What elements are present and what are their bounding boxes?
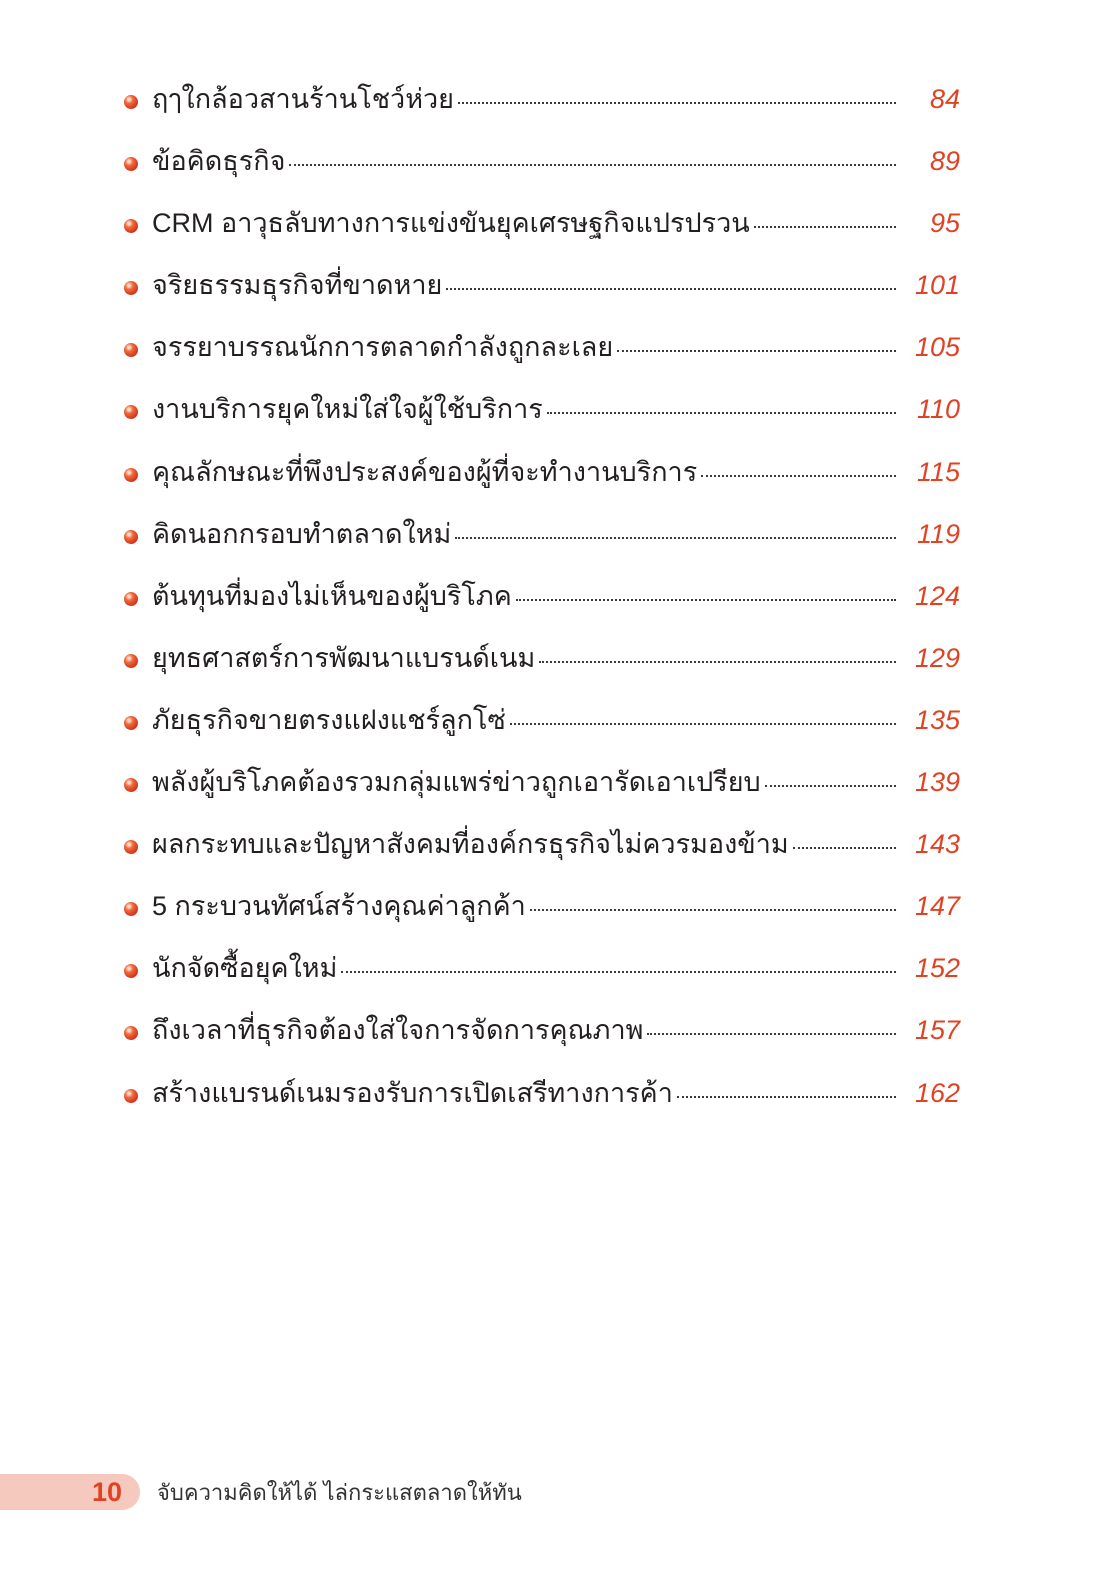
toc-entry-title: ยุทธศาสตร์การพัฒนาแบรนด์เนม bbox=[152, 642, 536, 673]
toc-entry[interactable] bbox=[124, 261, 960, 323]
red-ball-bullet-icon bbox=[124, 530, 138, 544]
red-ball-bullet-icon bbox=[124, 778, 138, 792]
toc-entry-title: ข้อคิดธุรกิจ bbox=[152, 146, 286, 177]
red-ball-bullet-icon bbox=[124, 840, 138, 854]
dot-leader bbox=[701, 475, 896, 477]
dot-leader bbox=[547, 412, 896, 414]
toc-entry[interactable] bbox=[124, 882, 960, 944]
toc-entry[interactable] bbox=[124, 510, 960, 572]
toc-entry[interactable] bbox=[124, 448, 960, 510]
dot-leader bbox=[677, 1096, 896, 1098]
toc-entry-title: งานบริการยุคใหม่ใส่ใจผู้ใช้บริการ bbox=[152, 394, 543, 425]
toc-entry-page-number: 139 bbox=[914, 767, 960, 798]
toc-entry-page-number: 105 bbox=[914, 332, 960, 363]
dot-leader bbox=[539, 661, 896, 663]
red-ball-bullet-icon bbox=[124, 902, 138, 916]
red-ball-bullet-icon bbox=[124, 964, 138, 978]
toc-entry-title: 5 กระบวนทัศน์สร้างคุณค่าลูกค้า bbox=[152, 891, 526, 922]
red-ball-bullet-icon bbox=[124, 592, 138, 606]
toc-entry-page-number: 95 bbox=[929, 208, 960, 239]
toc-entry[interactable] bbox=[124, 323, 960, 385]
toc-entry[interactable] bbox=[124, 944, 960, 1006]
toc-entry-title: นักจัดซื้อยุคใหม่ bbox=[152, 953, 338, 984]
toc-entry[interactable] bbox=[124, 572, 960, 634]
dot-leader bbox=[530, 909, 896, 911]
toc-entry[interactable] bbox=[124, 634, 960, 696]
toc-entry-title: คิดนอกกรอบทำตลาดใหม่ bbox=[152, 518, 452, 549]
toc-entry-title: สร้างแบรนด์เนมรองรับการเปิดเสรีทางการค้า bbox=[152, 1077, 673, 1108]
toc-entry-page-number: 110 bbox=[916, 394, 960, 425]
dot-leader bbox=[617, 350, 896, 352]
red-ball-bullet-icon bbox=[124, 405, 138, 419]
toc-entry[interactable] bbox=[124, 385, 960, 447]
toc-entry-page-number: 162 bbox=[914, 1077, 960, 1108]
page-footer bbox=[0, 1474, 1102, 1514]
red-ball-bullet-icon bbox=[124, 1026, 138, 1040]
dot-leader bbox=[455, 537, 896, 539]
toc-entry-page-number: 143 bbox=[914, 829, 960, 860]
toc-entry-title: ถึงเวลาที่ธุรกิจต้องใส่ใจการจัดการคุณภาพ bbox=[152, 1015, 644, 1046]
toc-entry-title: ภัยธุรกิจขายตรงแฝงแชร์ลูกโซ่ bbox=[152, 704, 506, 735]
toc-entry-title: พลังผู้บริโภคต้องรวมกลุ่มแพร่ข่าวถูกเอารัดเอาเปรียบ bbox=[152, 767, 761, 798]
toc-entry-title: จรรยาบรรณนักการตลาดกำลังถูกละเลย bbox=[152, 332, 614, 363]
table-of-contents bbox=[124, 75, 960, 1131]
toc-entry-page-number: 89 bbox=[929, 146, 960, 177]
dot-leader bbox=[458, 102, 896, 104]
red-ball-bullet-icon bbox=[124, 281, 138, 295]
footer-page-number: 10 bbox=[92, 1477, 123, 1507]
red-ball-bullet-icon bbox=[124, 219, 138, 233]
red-ball-bullet-icon bbox=[124, 157, 138, 171]
toc-entry-page-number: 157 bbox=[914, 1015, 960, 1046]
toc-entry-title: จริยธรรมธุรกิจที่ขาดหาย bbox=[152, 270, 443, 301]
toc-entry-page-number: 119 bbox=[916, 518, 960, 549]
red-ball-bullet-icon bbox=[124, 1089, 138, 1103]
footer-book-title: จับความคิดให้ได้ ไล่กระแสตลาดให้ทัน bbox=[157, 1480, 522, 1505]
toc-entry[interactable] bbox=[124, 1069, 960, 1131]
toc-entry[interactable] bbox=[124, 1006, 960, 1068]
red-ball-bullet-icon bbox=[124, 95, 138, 109]
red-ball-bullet-icon bbox=[124, 468, 138, 482]
toc-entry-page-number: 129 bbox=[914, 642, 960, 673]
toc-entry[interactable] bbox=[124, 75, 960, 137]
dot-leader bbox=[754, 226, 896, 228]
toc-entry-page-number: 84 bbox=[929, 84, 960, 114]
dot-leader bbox=[793, 847, 896, 849]
toc-entry-page-number: 147 bbox=[914, 891, 960, 922]
dot-leader bbox=[510, 723, 896, 725]
toc-entry-page-number: 152 bbox=[914, 953, 960, 984]
dot-leader bbox=[647, 1033, 896, 1035]
toc-entry-page-number: 115 bbox=[916, 456, 960, 487]
dot-leader bbox=[289, 164, 896, 166]
dot-leader bbox=[341, 971, 896, 973]
toc-entry[interactable] bbox=[124, 696, 960, 758]
toc-entry[interactable] bbox=[124, 137, 960, 199]
toc-entry-title: ฤๅใกล้อวสานร้านโชว์ห่วย bbox=[152, 84, 454, 114]
dot-leader bbox=[446, 288, 896, 290]
toc-entry-title: ต้นทุนที่มองไม่เห็นของผู้บริโภค bbox=[152, 580, 512, 611]
toc-entry-title: คุณลักษณะที่พึงประสงค์ของผู้ที่จะทำงานบริการ bbox=[152, 456, 698, 487]
toc-entry-page-number: 124 bbox=[914, 580, 960, 611]
toc-entry-title: ผลกระทบและปัญหาสังคมที่องค์กรธุรกิจไม่ควรมองข้าม bbox=[152, 829, 789, 860]
toc-entry[interactable] bbox=[124, 820, 960, 882]
red-ball-bullet-icon bbox=[124, 716, 138, 730]
dot-leader bbox=[765, 785, 896, 787]
toc-entry-page-number: 101 bbox=[914, 270, 960, 301]
dot-leader bbox=[516, 599, 896, 601]
toc-entry-page-number: 135 bbox=[914, 704, 960, 735]
red-ball-bullet-icon bbox=[124, 343, 138, 357]
toc-entry[interactable] bbox=[124, 199, 960, 261]
toc-entry[interactable] bbox=[124, 758, 960, 820]
toc-entry-title: CRM อาวุธลับทางการแข่งขันยุคเศรษฐกิจแปรปรวน bbox=[152, 208, 750, 239]
red-ball-bullet-icon bbox=[124, 654, 138, 668]
